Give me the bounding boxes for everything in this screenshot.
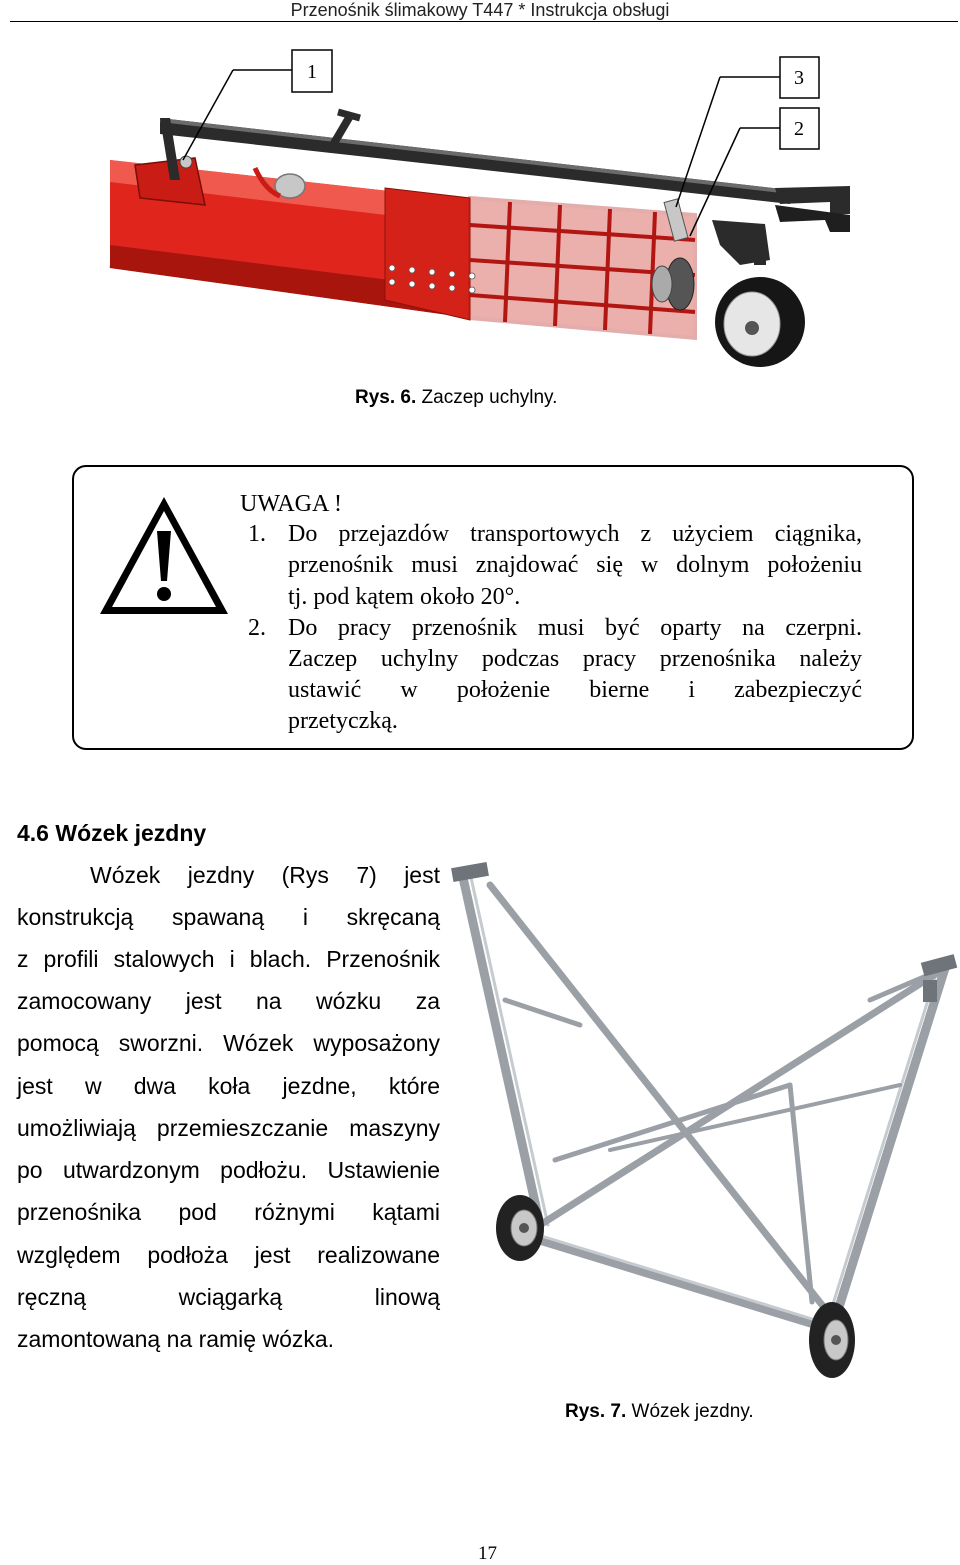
figure-7-caption-text: Wózek jezdny. — [631, 1401, 754, 1422]
warning-item-1-number: 1. — [248, 521, 266, 547]
warning-item-2-line-3: ustawić w położenie bierne i zabezpieczyć — [288, 677, 862, 703]
callout-1 — [292, 50, 332, 92]
body-line-1: Wózek jezdny (Rys 7) jest — [90, 862, 440, 888]
body-line-5: pomocą sworzni. Wózek wyposażony — [17, 1030, 440, 1056]
figure-6-caption — [355, 387, 557, 409]
running-header: Przenośnik ślimakowy T447 * Instrukcja obsługi — [290, 0, 670, 20]
warning-item-2-line-1: Do pracy przenośnik musi być oparty na czerpni. — [288, 615, 862, 641]
warning-triangle-icon — [97, 493, 231, 618]
head-housing — [385, 188, 470, 320]
callout-1-label: 1 — [307, 61, 317, 83]
warning-item-1-line-1: Do przejazdów transportowych z użyciem ciągnika, — [288, 521, 862, 547]
page-number: 17 — [478, 1543, 497, 1564]
figure-6-tilt-hitch — [0, 30, 960, 380]
warning-item-1-line-3: tj. pod kątem około 20°. — [288, 584, 521, 610]
callout-3-label: 3 — [794, 67, 804, 89]
header-rule — [10, 21, 958, 22]
callout-2 — [780, 108, 819, 149]
right-wheel — [809, 1302, 855, 1378]
warning-item-2-line-2: Zaczep uchylny podczas pracy przenośnika należy — [288, 646, 862, 672]
body-line-12: zamontowaną na ramię wózka. — [17, 1326, 335, 1352]
body-line-10: względem podłoża jest realizowane — [17, 1242, 440, 1268]
body-line-3: z profili stalowych i blach. Przenośnik — [17, 946, 440, 972]
body-line-7: umożliwiają przemieszczanie maszyny — [17, 1115, 440, 1141]
body-line-4: zamocowany jest na wózku za — [17, 988, 440, 1014]
section-heading: 4.6 Wózek jezdny — [17, 820, 207, 846]
figure-6-caption-text: Zaczep uchylny. — [421, 387, 558, 408]
warning-item-2-line-4: przetyczką. — [288, 708, 398, 734]
callout-3 — [780, 57, 819, 98]
warning-item-1-line-2: przenośnik musi znajdować się w dolnym położeniu — [288, 552, 862, 578]
body-line-9: przenośnika pod różnymi kątami — [17, 1199, 440, 1225]
figure-7-caption — [565, 1401, 754, 1423]
figure-7-carriage — [450, 862, 960, 1387]
body-line-6: jest w dwa koła jezdne, które — [17, 1073, 440, 1099]
warning-title: UWAGA ! — [240, 491, 342, 517]
callout-2-label: 2 — [794, 118, 804, 140]
body-line-11: ręczną wciągarką linową — [17, 1284, 440, 1310]
left-wheel — [496, 1195, 544, 1261]
warning-item-2-number: 2. — [248, 615, 266, 641]
body-line-2: konstrukcją spawaną i skręcaną — [17, 904, 440, 930]
body-line-8: po utwardzonym podłożu. Ustawienie — [17, 1157, 440, 1183]
figure-6-caption-label: Rys. 6. — [355, 387, 417, 408]
figure-7-caption-label: Rys. 7. — [565, 1401, 627, 1422]
